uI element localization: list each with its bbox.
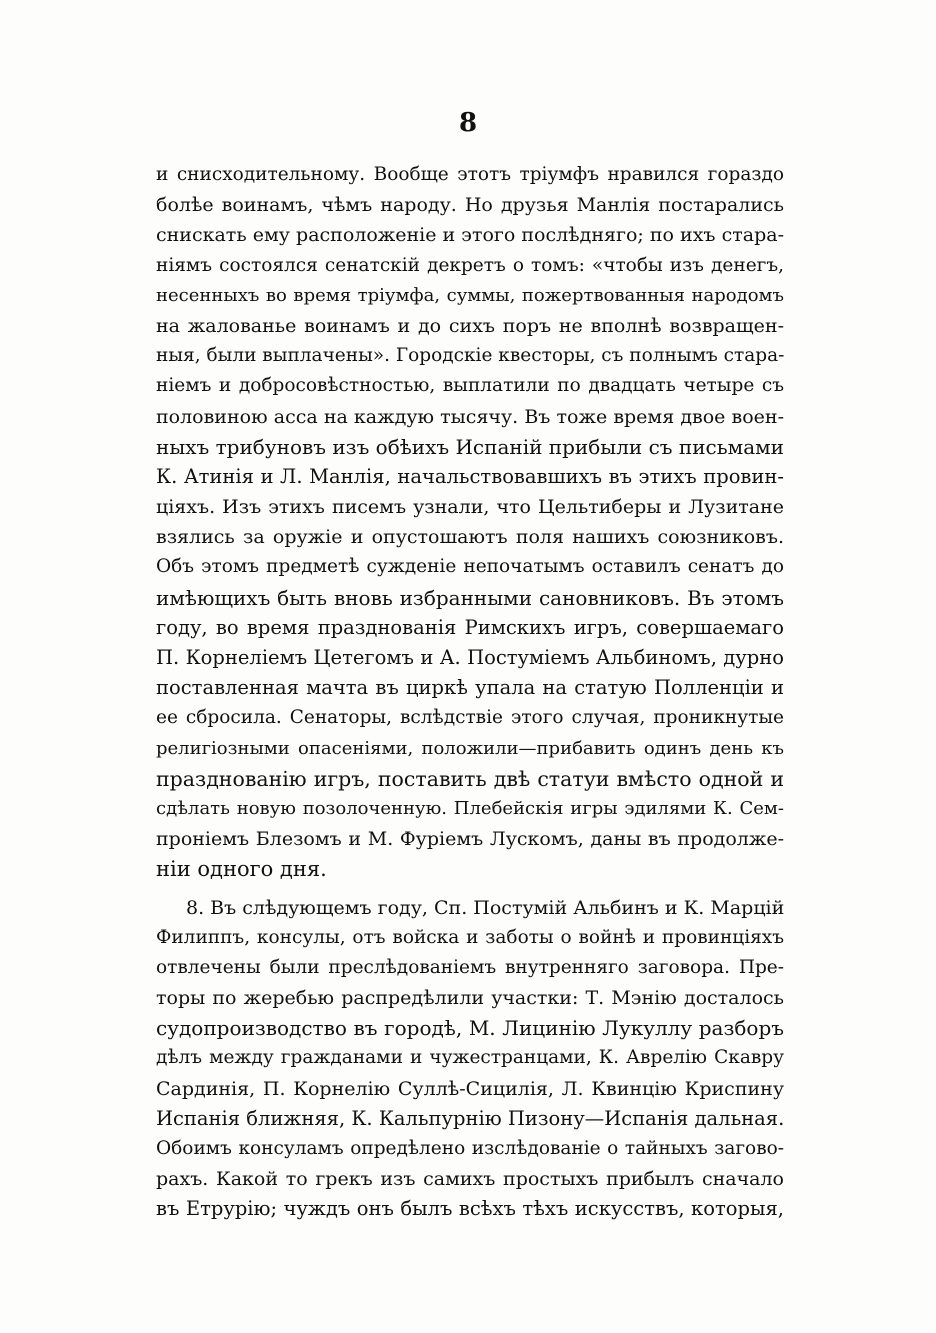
page-number: 8 [458, 108, 478, 138]
text-line: ніи одного дня. [156, 857, 327, 882]
text-line: въ Етрурію; чуждъ онъ былъ всѣхъ тѣхъ искусствъ, которыя, [156, 1197, 784, 1221]
text-line: несенныхъ во время тріумфа, суммы, пожертвованныя народомъ [156, 284, 784, 306]
text-line: К. Атинія и Л. Манлія, начальствовавшихъ въ этихъ провин- [156, 464, 784, 488]
text-line: Объ этомъ предметѣ сужденіе непочатымъ оставилъ сенатъ до [156, 556, 784, 578]
text-line: болѣе воинамъ, чѣмъ народу. Но друзья Манлія постарались [156, 194, 784, 217]
text-line: Сардинія, П. Корнелію Суллѣ-Сицилія, Л. Квинцію Криспину [156, 1077, 784, 1100]
text-line: и снисходительному. Вообще этотъ тріумфъ нравился гораздо [156, 164, 784, 185]
text-line: П. Корнеліемъ Цетегомъ и А. Постуміемъ Альбиномъ, дурно [156, 646, 784, 669]
text-line: ее сбросила. Сенаторы, вслѣдствіе этого случая, проникнутые [156, 707, 784, 729]
text-line: торы по жеребью распредѣлили участки: Т. Мэнію досталось [156, 987, 784, 1010]
text-line: году, во время празднованія Римскихъ игръ, совершаемаго [156, 615, 784, 639]
paragraph-gap [156, 885, 784, 893]
text-line: Испанія ближняя, К. Кальпурнію Пизону—Испанія дальная. [156, 1106, 784, 1130]
text-line: на жалованье воинамъ и до сихъ поръ не вполнѣ возвращен- [156, 314, 784, 337]
text-line: ныхъ трибуновъ изъ обѣихъ Испаній прибыли съ письмами [156, 434, 784, 459]
text-line: судопроизводство въ городѣ, М. Лицинію Лукуллу разборъ [156, 1016, 784, 1041]
text-line: празднованію игръ, поставить двѣ статуи вмѣсто одной и [156, 766, 784, 791]
text-line: отвлечены были преслѣдованіемъ внутренняго заговора. Пре- [156, 956, 784, 978]
text-line: половиною асса на каждую тысячу. Въ тоже время двое воен- [156, 405, 784, 428]
text-line: Филиппъ, консулы, отъ войска и заботы о войнѣ и провинціяхъ [156, 926, 784, 948]
text-line: снискать ему расположеніе и этого послѣдняго; по ихъ стара- [156, 224, 784, 247]
text-line: рахъ. Какой то грекъ изъ самихъ простыхъ прибылъ сначало [156, 1168, 784, 1191]
paragraph [156, 893, 784, 1225]
text-line: ныя, были выплачены». Городскіе квесторы, съ полнымъ стара- [156, 345, 784, 367]
text-line: сдѣлать новую позолоченную. Плебейскія игры эдилями К. Сем- [156, 797, 784, 819]
text-line: ціяхъ. Изъ этихъ писемъ узнали, что Цельтиберы и Лузитане [156, 496, 784, 519]
text-line: имѣющихъ быть вновь избранными сановниковъ. Въ этомъ [156, 585, 784, 610]
body-text [156, 160, 784, 1225]
text-line: ніемъ и добросовѣстностью, выплатили по двадцать четыре съ [156, 375, 784, 397]
text-line: поставленная мачта въ циркѣ упала на статую Полленціи и [156, 676, 784, 700]
text-line: дѣлъ между гражданами и чужестранцами, К. Аврелію Скавру [156, 1047, 784, 1069]
text-line: религіозными опасеніями, положили—прибавить одинъ день къ [156, 737, 784, 759]
text-line: 8. Въ слѣдующемъ году, Сп. Постумій Альбинъ и К. Марцій [186, 896, 784, 919]
text-line: Обоимъ консуламъ опредѣлено изслѣдованіе о тайныхъ загово- [156, 1138, 784, 1159]
text-line: взялись за оружіе и опустошаютъ поля нашихъ союзниковъ. [156, 526, 784, 549]
paragraph [156, 160, 784, 885]
text-line: ніямъ состоялся сенатскій декретъ о томъ: «чтобы изъ денегъ, [156, 254, 784, 276]
text-line: проніемъ Блезомъ и М. Фуріемъ Лускомъ, даны въ продолже- [156, 828, 784, 851]
